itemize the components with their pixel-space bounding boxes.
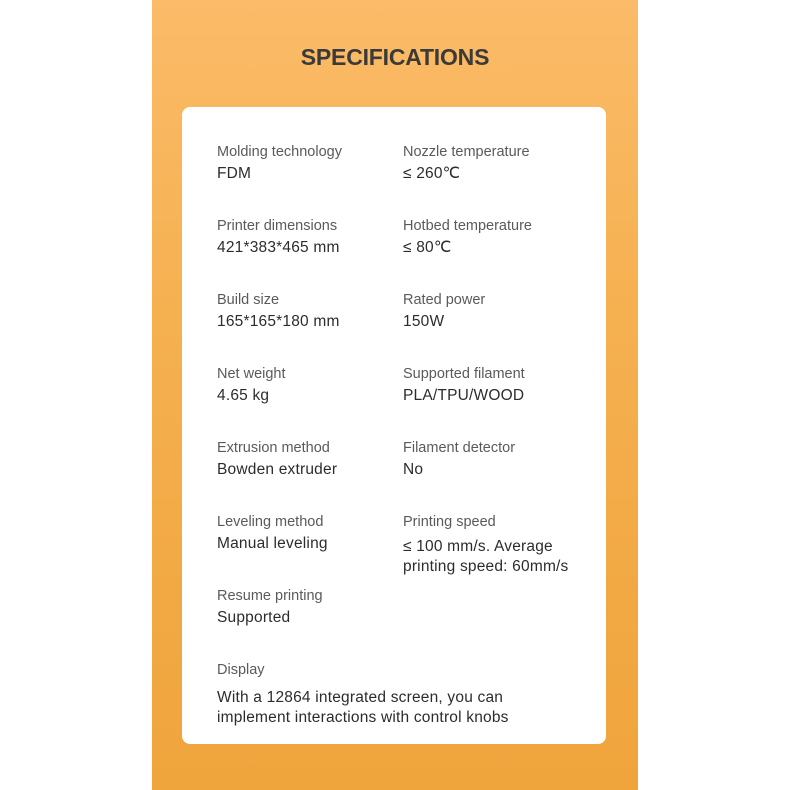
spec-value-continued: implement interactions with control knobs bbox=[217, 709, 509, 726]
spec-label: Extrusion method bbox=[217, 440, 330, 456]
spec-hotbed-temperature bbox=[403, 216, 603, 258]
spec-label: Filament detector bbox=[403, 440, 516, 456]
spec-printing-speed bbox=[403, 512, 603, 577]
spec-label: Printer dimensions bbox=[217, 218, 338, 234]
page-title: SPECIFICATIONS bbox=[300, 44, 490, 70]
spec-label: Net weight bbox=[217, 366, 286, 382]
spec-label: Leveling method bbox=[217, 514, 324, 530]
spec-filament-detector bbox=[403, 438, 603, 480]
spec-label: Nozzle temperature bbox=[403, 144, 530, 160]
spec-value: Supported bbox=[217, 609, 291, 626]
spec-value-continued: printing speed: 60mm/s bbox=[403, 558, 569, 575]
spec-label: Printing speed bbox=[403, 514, 496, 530]
spec-extrusion-method bbox=[217, 438, 392, 480]
spec-value: FDM bbox=[217, 165, 252, 182]
spec-card bbox=[182, 107, 606, 744]
spec-value: PLA/TPU/WOOD bbox=[403, 387, 525, 404]
spec-value: 150W bbox=[403, 313, 445, 330]
spec-label: Display bbox=[217, 662, 265, 678]
spec-supported-filament bbox=[403, 364, 603, 406]
spec-value: 165*165*180 mm bbox=[217, 313, 340, 330]
spec-label: Supported filament bbox=[403, 366, 525, 382]
spec-value: ≤ 100 mm/s. Average bbox=[403, 538, 553, 555]
spec-value: ≤ 80℃ bbox=[403, 239, 452, 256]
spec-label: Build size bbox=[217, 292, 280, 308]
spec-nozzle-temperature bbox=[403, 142, 603, 184]
spec-value: Bowden extruder bbox=[217, 461, 338, 478]
spec-printer-dimensions bbox=[217, 216, 392, 258]
spec-net-weight bbox=[217, 364, 392, 406]
spec-label: Resume printing bbox=[217, 588, 323, 604]
spec-value: Manual leveling bbox=[217, 535, 328, 552]
spec-label: Rated power bbox=[403, 292, 486, 308]
spec-label: Molding technology bbox=[217, 144, 342, 160]
spec-rated-power bbox=[403, 290, 603, 332]
spec-value: ≤ 260℃ bbox=[403, 165, 461, 182]
spec-value: 4.65 kg bbox=[217, 387, 270, 404]
spec-label: Hotbed temperature bbox=[403, 218, 532, 234]
spec-molding-technology bbox=[217, 142, 392, 184]
spec-leveling-method bbox=[217, 512, 392, 554]
spec-value: 421*383*465 mm bbox=[217, 239, 340, 256]
spec-display bbox=[217, 660, 597, 728]
spec-resume-printing bbox=[217, 586, 392, 628]
spec-value: With a 12864 integrated screen, you can bbox=[217, 689, 504, 706]
spec-build-size bbox=[217, 290, 392, 332]
specifications-panel bbox=[152, 0, 638, 790]
spec-value: No bbox=[403, 461, 424, 478]
